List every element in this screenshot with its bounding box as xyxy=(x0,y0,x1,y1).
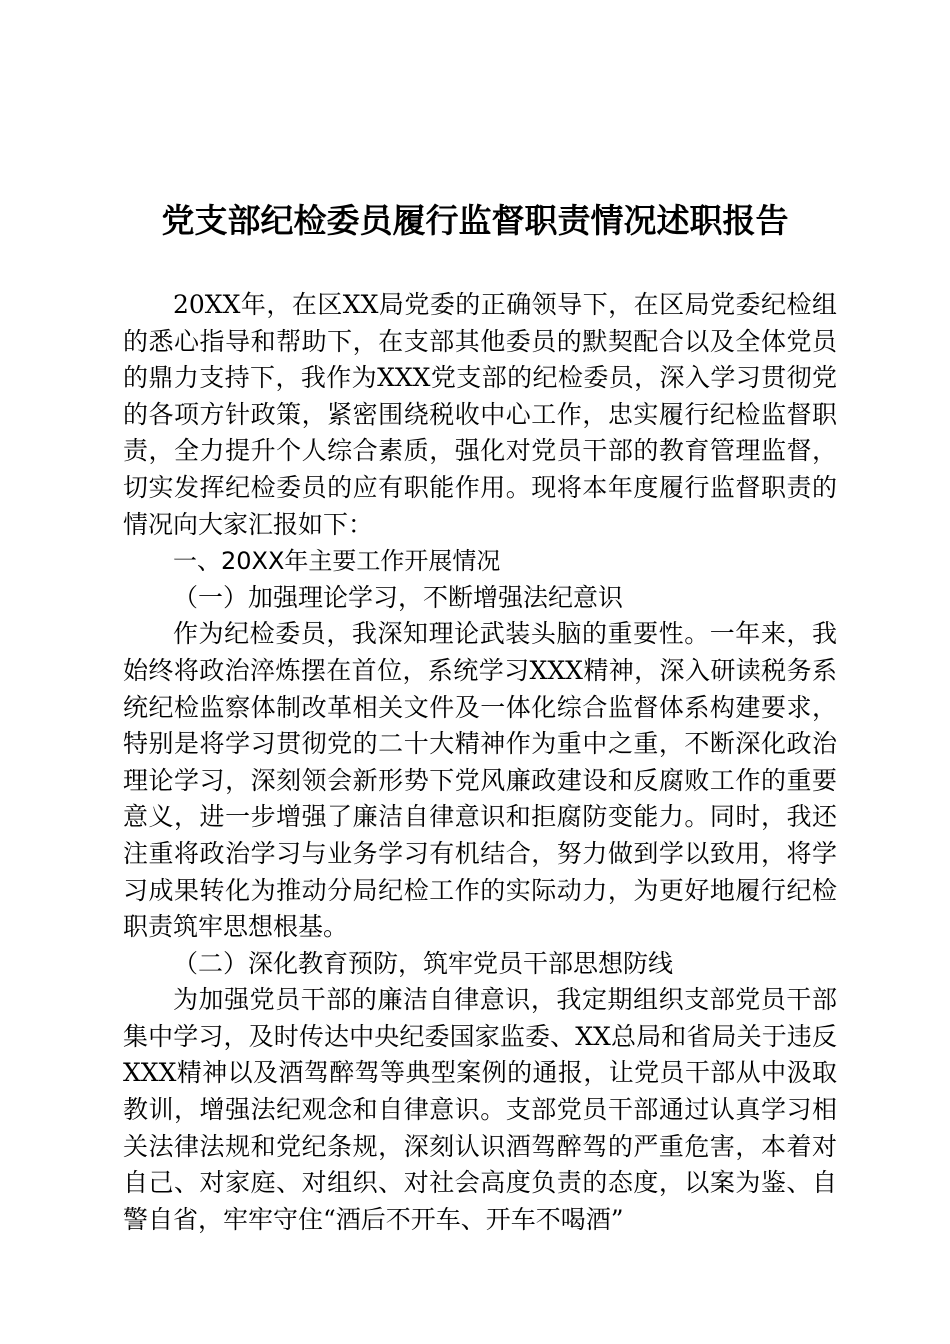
subsection-2-paragraph: 为加强党员干部的廉洁自律意识，我定期组织支部党员干部集中学习，及时传达中央纪委国家监委、XX总局和省局关于违反XXX精神以及酒驾醉驾等典型案例的通报，让党员干部从中汲取教训，增强法纪观念和自律意识。支部党员干部通过认真学习相关法律法规和党纪条规，深刻认识酒驾醉驾的严重危害，本着对自己、对家庭、对组织、对社会高度负责的态度，以案为鉴、自警自省，牢牢守住“酒后不开车、开车不喝酒” xyxy=(123,985,837,1234)
document-body xyxy=(123,287,837,1238)
subsection-heading-1: （一）加强理论学习，不断增强法纪意识 xyxy=(173,582,624,612)
document-title: 党支部纪检委员履行监督职责情况述职报告 xyxy=(161,201,789,240)
subsection-heading-2: （二）深化教育预防，筑牢党员干部思想防线 xyxy=(173,948,674,978)
intro-paragraph: 20XX年，在区XX局党委的正确领导下，在区局党委纪检组的悉心指导和帮助下，在支部其他委员的默契配合以及全体党员的鼎力支持下，我作为XXX党支部的纪检委员，深入学习贯彻党的各项方针政策，紧密围绕税收中心工作，忠实履行纪检监督职责，全力提升个人综合素质，强化对党员干部的教育管理监督，切实发挥纪检委员的应有职能作用。现将本年度履行监督职责的情况向大家汇报如下： xyxy=(123,290,837,539)
subsection-1-paragraph: 作为纪检委员，我深知理论武装头脑的重要性。一年来，我始终将政治淬炼摆在首位，系统学习XXX精神，深入研读税务系统纪检监察体制改革相关文件及一体化综合监督体系构建要求，特别是将学习贯彻党的二十大精神作为重中之重，不断深化政治理论学习，深刻领会新形势下党风廉政建设和反腐败工作的重要意义，进一步增强了廉洁自律意识和拒腐防变能力。同时，我还注重将政治学习与业务学习有机结合，努力做到学以致用，将学习成果转化为推动分局纪检工作的实际动力，为更好地履行纪检职责筑牢思想根基。 xyxy=(123,619,837,942)
section-heading-1: 一、20XX年主要工作开展情况 xyxy=(173,547,501,576)
